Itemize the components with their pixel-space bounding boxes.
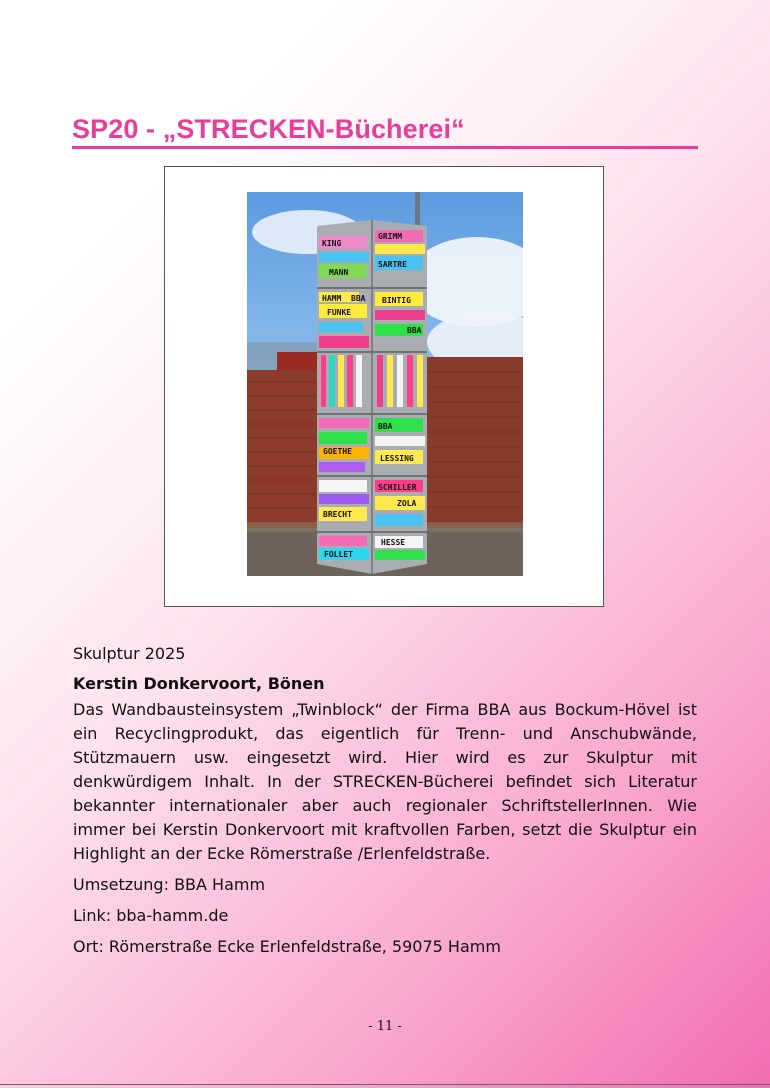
label-brecht: BRECHT (323, 510, 352, 519)
article-body (73, 642, 697, 959)
location: Ort: Römerstraße Ecke Erlenfeldstraße, 59075 Hamm (73, 937, 501, 956)
brick-wall-right (425, 357, 523, 542)
label-zola: ZOLA (397, 499, 417, 508)
label-hesse: HESSE (381, 538, 406, 547)
label-bba-2: BBA (407, 326, 422, 335)
execution: Umsetzung: BBA Hamm (73, 875, 266, 894)
label-schiller: SCHILLER (378, 483, 417, 492)
page-title: SP20 - „STRECKEN-Bücherei“ (72, 114, 465, 144)
sculpture-photo (247, 192, 523, 576)
photo-frame (164, 166, 604, 607)
sculpture-year: Skulptur 2025 (73, 644, 186, 663)
bottom-rule (0, 1084, 770, 1085)
label-goethe: GOETHE (323, 447, 352, 456)
label-bintig: BINTIG (382, 296, 411, 305)
label-lessing: LESSING (380, 454, 414, 463)
link[interactable]: Link: bba-hamm.de (73, 906, 229, 925)
description: Das Wandbausteinsystem „Twinblock“ der Firma BBA aus Bockum-Hövel ist ein Recyclingprodukt, das eigentlich für Trenn- und Anschubwände, Stützmauern usw. eingesetzt wird. Hier wird es zur Skulptur mit denkwürdigem Inhalt. In der STRECKEN-Bücherei befindet sich Literatur bekannter internationaler aber auch regionaler SchriftstellerInnen. Wie immer bei Kerstin Donkervoort mit kraftvollen Farben, setzt die Skulptur ein Highlight an der Ecke Römerstraße /Erlenfeldstraße. (73, 700, 697, 863)
artist-name: Kerstin Donkervoort, Bönen (73, 674, 325, 693)
title-underline (72, 146, 698, 149)
label-sartre: SARTRE (378, 260, 407, 269)
label-mann: MANN (329, 268, 349, 277)
label-follet: FOLLET (324, 550, 353, 559)
label-bba-3: BBA (378, 422, 393, 431)
label-bba-1: BBA (351, 294, 366, 303)
label-grimm: GRIMM (378, 232, 403, 241)
page-number: - 11 - (368, 1019, 402, 1034)
label-hamm: HAMM (322, 294, 342, 303)
label-king: KING (322, 239, 342, 248)
label-funke: FUNKE (327, 308, 352, 317)
